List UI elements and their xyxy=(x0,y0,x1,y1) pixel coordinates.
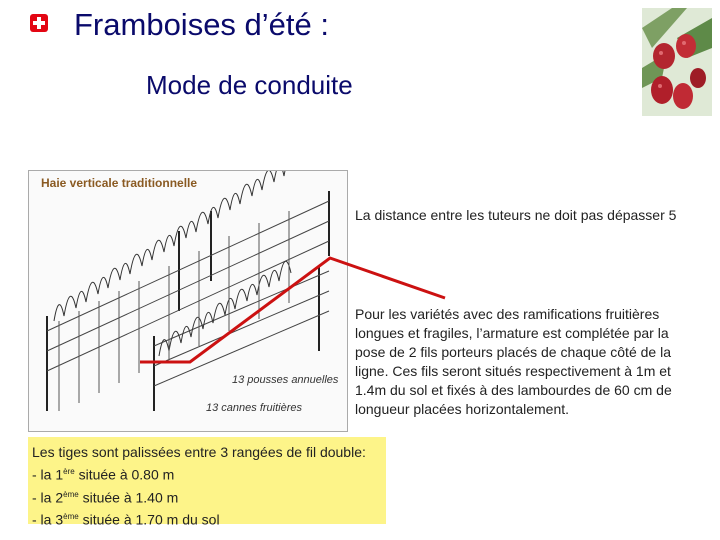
note-varieties: Pour les variétés avec des ramifications fruitières longues et fragiles, l’armature est complétée par la pose de 2 fils porteurs placés de chaque côté de la ligne. Ces fils seront situés respectivement à 1m et 1.4m du sol et fixés à des lambourdes de 60 cm de longueur placées horizontalement. xyxy=(355,306,672,417)
caption-annual-shoots: 13 pousses annuelles xyxy=(232,374,339,386)
page-title: Framboises d’été : xyxy=(74,7,329,42)
wire-item: - la 2ème située à 1.40 m xyxy=(32,489,179,506)
wire-item: - la 1ère située à 0.80 m xyxy=(32,466,175,483)
wire-item: - la 3ème située à 1.70 m du sol xyxy=(32,511,220,528)
wire-info-text xyxy=(32,443,377,530)
page-subtitle: Mode de conduite xyxy=(146,70,353,100)
wire-intro: Les tiges sont palissées entre 3 rangées de fil double: xyxy=(32,444,366,460)
caption-fruit-canes: 13 cannes fruitières xyxy=(206,402,302,414)
figure-label: Haie verticale traditionnelle xyxy=(41,176,198,190)
note-distance: La distance entre les tuteurs ne doit pas dépasser 5 xyxy=(355,207,677,223)
